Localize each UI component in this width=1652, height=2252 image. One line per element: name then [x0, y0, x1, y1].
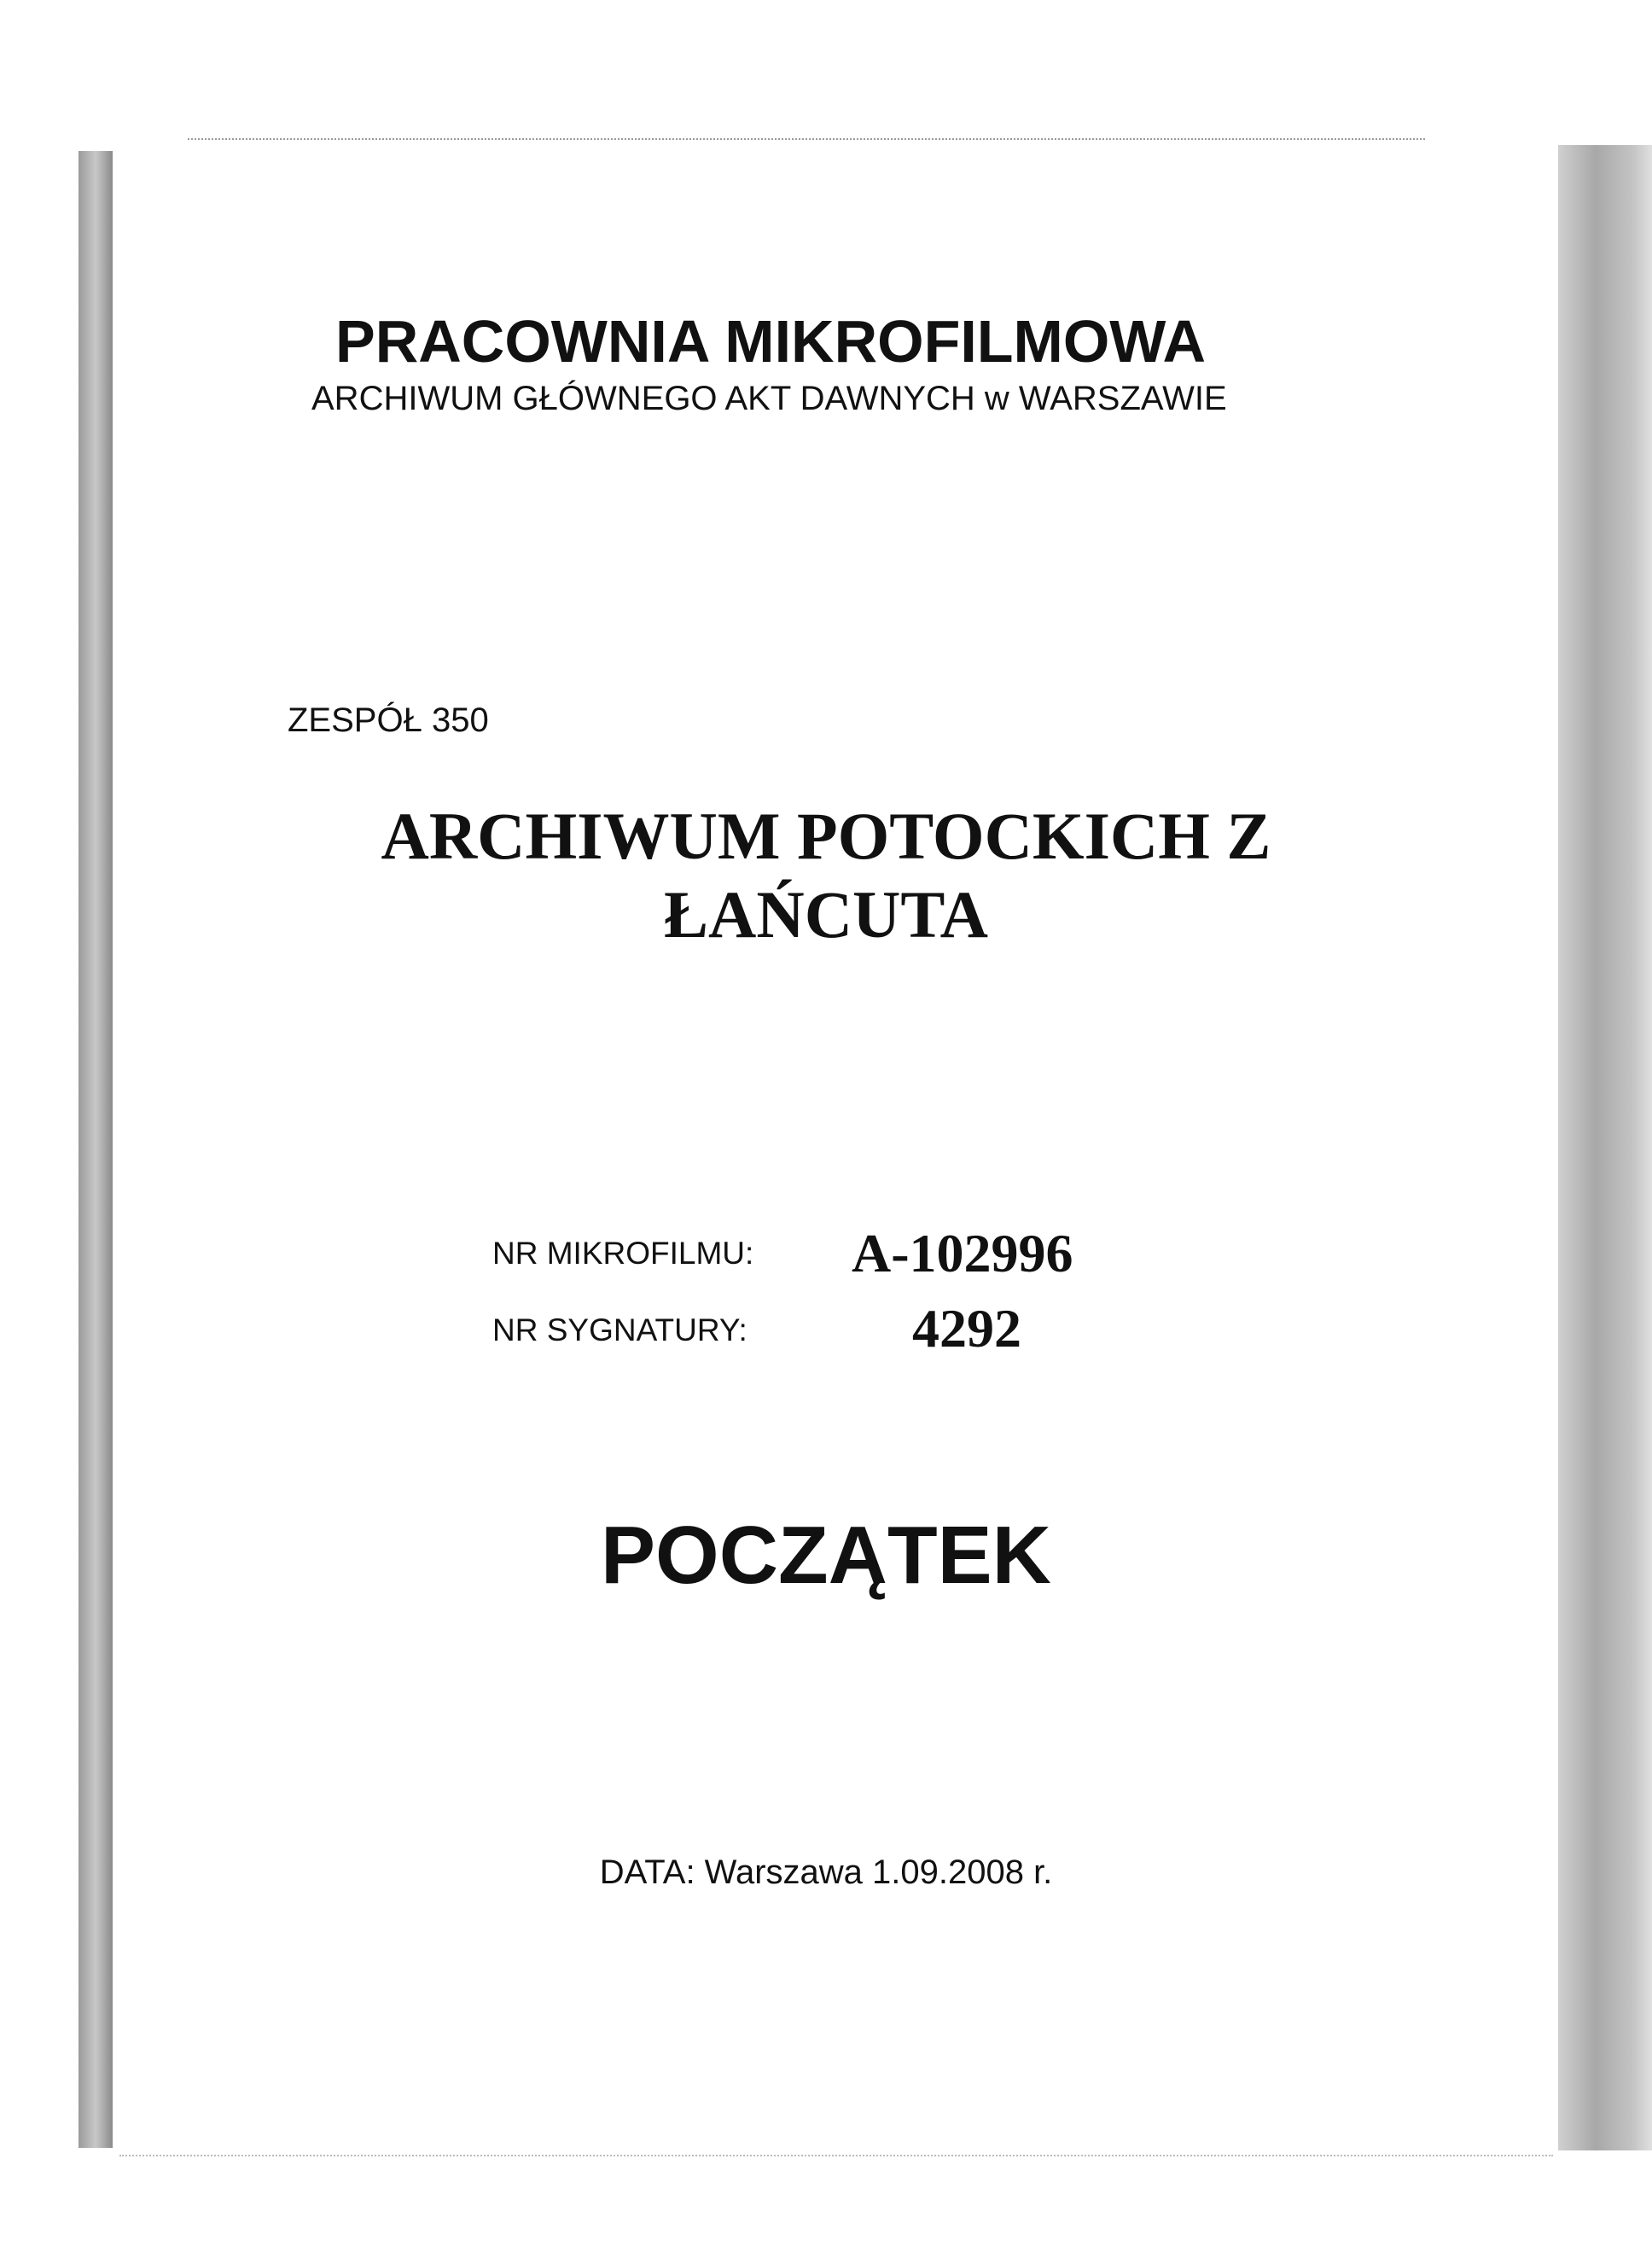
microfilm-label: NR MIKROFILMU:: [492, 1236, 754, 1271]
header-subtitle: ARCHIWUM GŁÓWNEGO AKT DAWNYCH w WARSZAWIE: [311, 380, 1227, 417]
collection-title-line1: ARCHIWUM POTOCKICH Z: [381, 799, 1271, 873]
collection-title-line2: ŁAŃCUTA: [664, 877, 988, 951]
signature-number: 4292: [912, 1298, 1021, 1359]
microfilm-number: A-102996: [852, 1223, 1073, 1283]
header-title: PRACOWNIA MIKROFILMOWA: [335, 308, 1207, 375]
scan-edge-left: [79, 151, 113, 2148]
signature-label: NR SYGNATURY:: [492, 1312, 747, 1347]
page-bottom-edge: [119, 2155, 1553, 2156]
scan-edge-right: [1558, 145, 1652, 2150]
page-top-edge: [188, 138, 1425, 140]
marker-start: POCZĄTEK: [601, 1510, 1051, 1601]
date-line: DATA: Warszawa 1.09.2008 r.: [599, 1853, 1053, 1891]
fonds-number: ZESPÓŁ 350: [288, 701, 489, 739]
